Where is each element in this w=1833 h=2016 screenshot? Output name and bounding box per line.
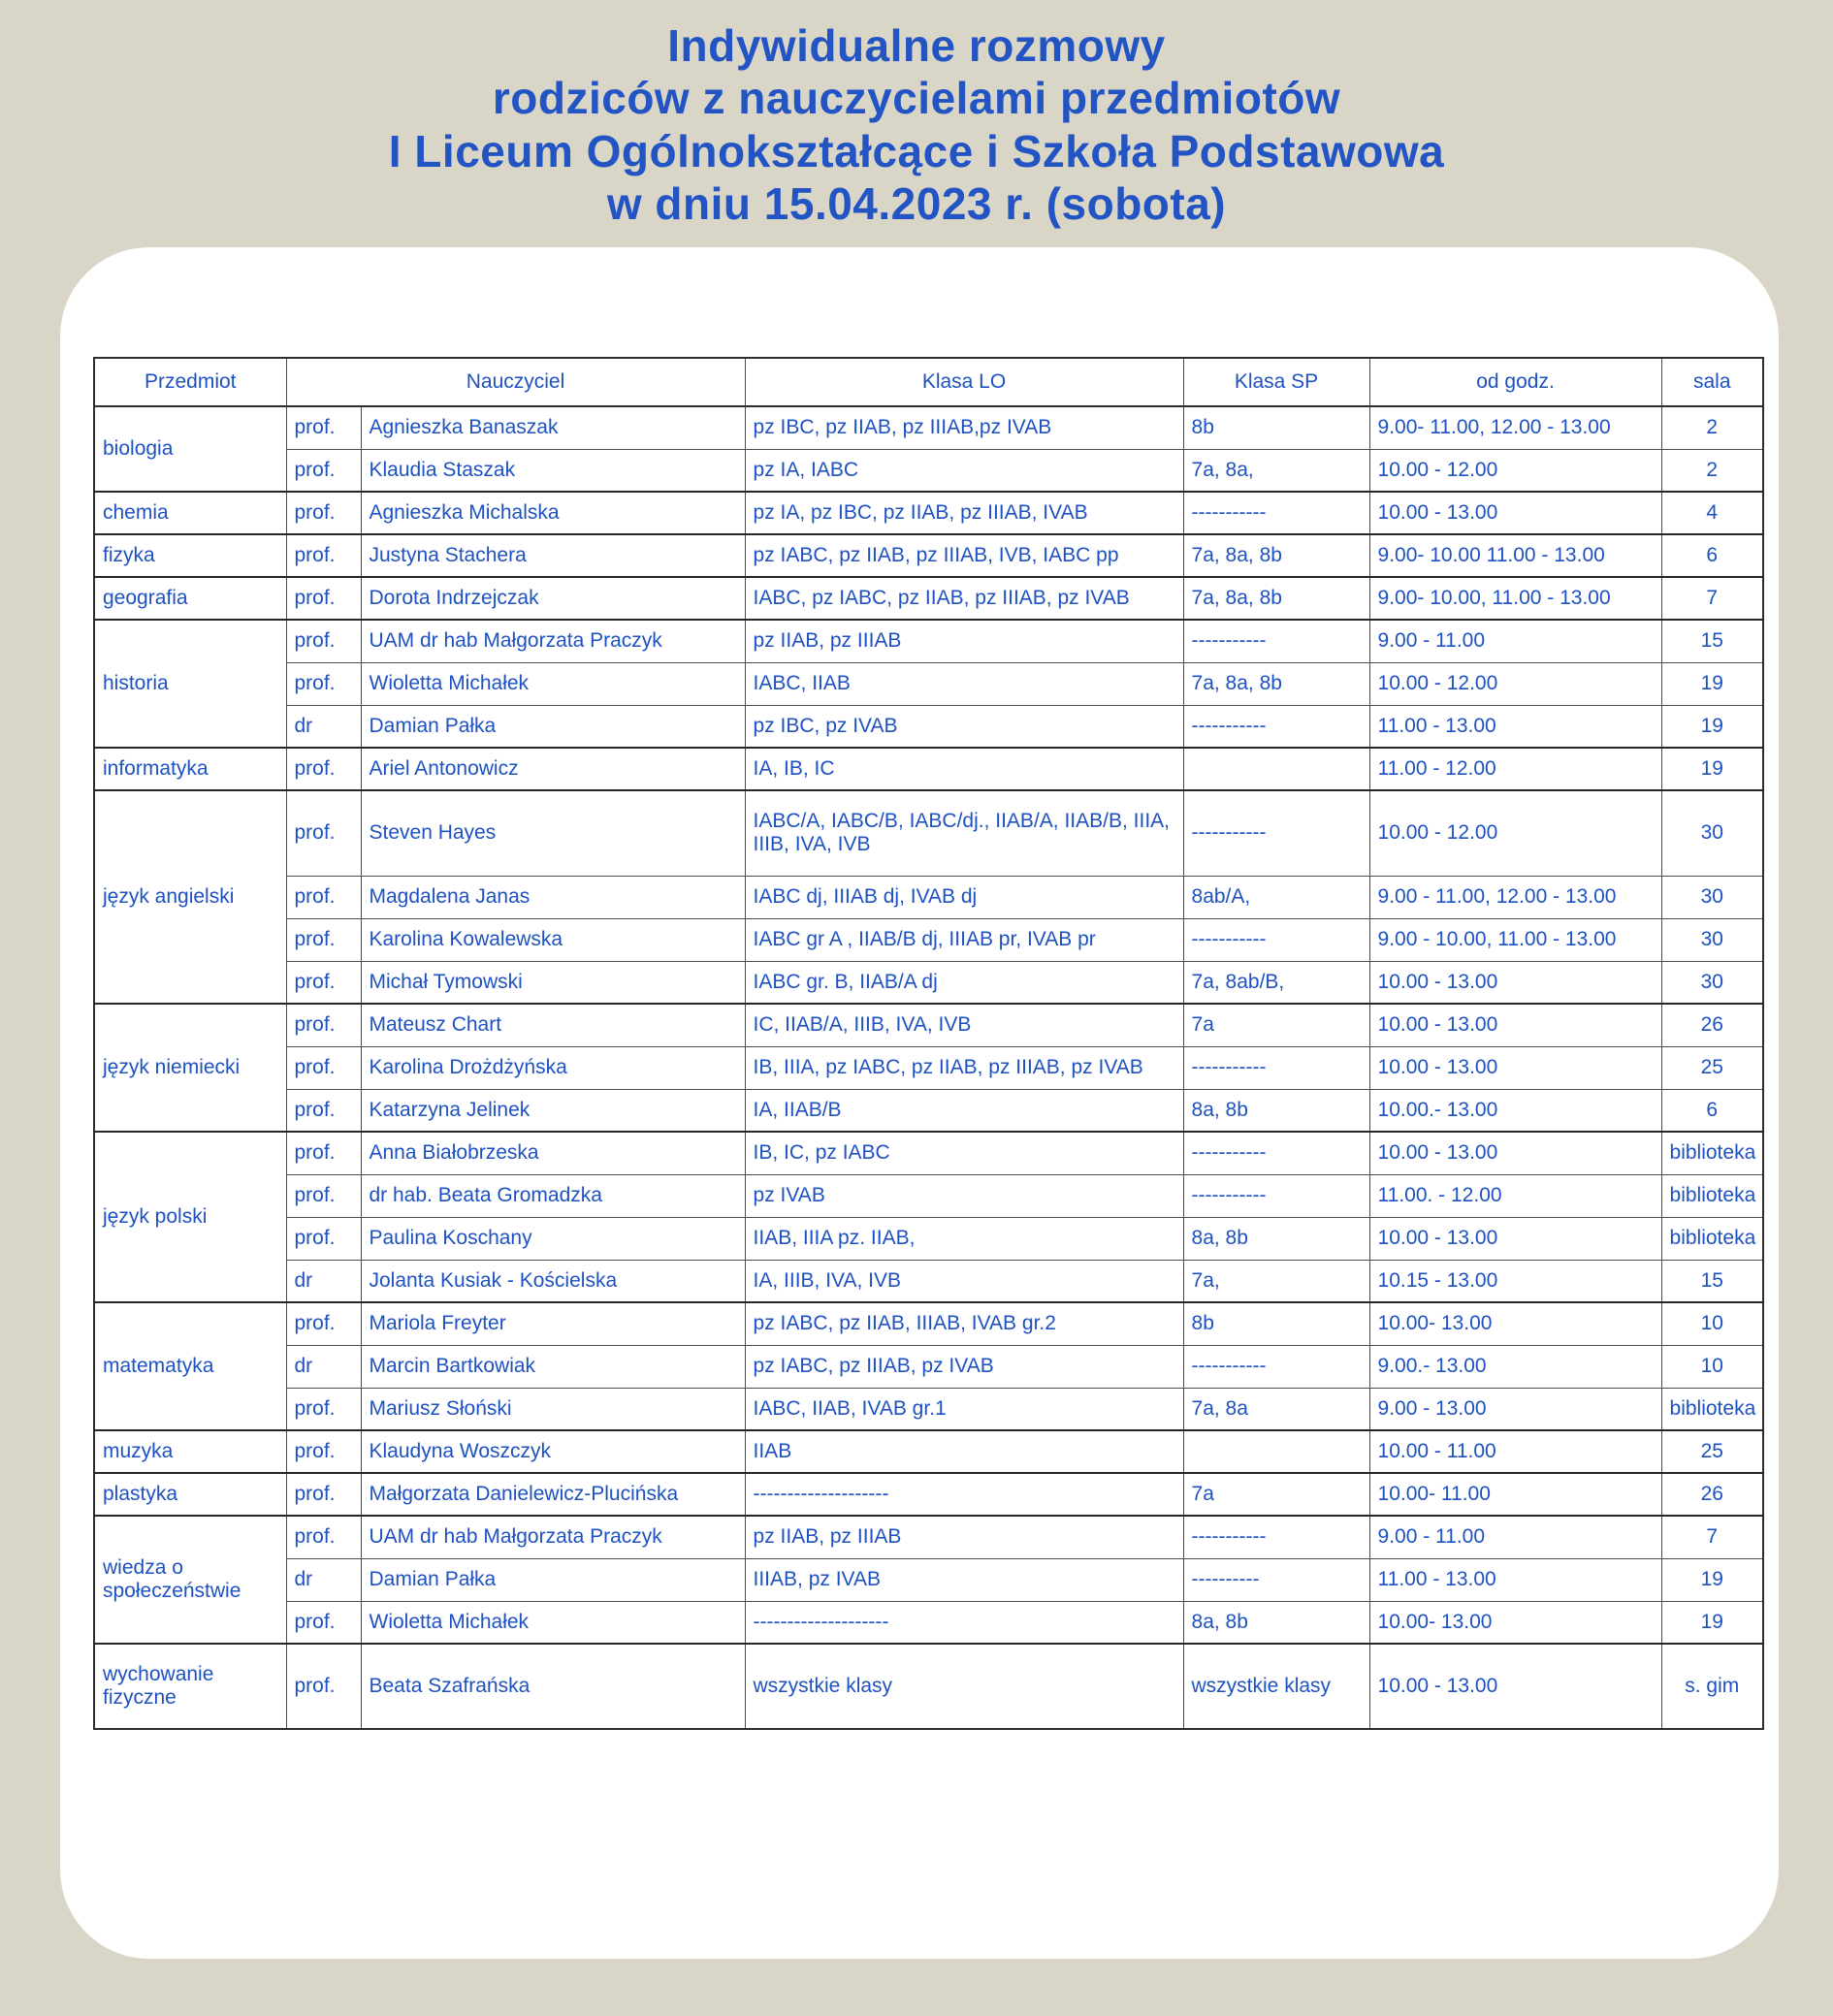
teacher-title-cell: prof. xyxy=(286,1089,361,1132)
room-cell: 15 xyxy=(1661,620,1763,662)
subject-cell: wychowanie fizyczne xyxy=(94,1644,286,1729)
teacher-name-cell: UAM dr hab Małgorzata Praczyk xyxy=(361,620,745,662)
klasa-lo-cell: -------------------- xyxy=(745,1473,1183,1516)
teacher-name-cell: Klaudia Staszak xyxy=(361,449,745,492)
klasa-lo-cell: pz IA, pz IBC, pz IIAB, pz IIIAB, IVAB xyxy=(745,492,1183,534)
hours-cell: 9.00.- 13.00 xyxy=(1369,1345,1661,1388)
hours-cell: 9.00- 10.00, 11.00 - 13.00 xyxy=(1369,577,1661,620)
room-cell: 7 xyxy=(1661,1516,1763,1558)
teacher-title-cell: prof. xyxy=(286,1601,361,1644)
teacher-title-cell: prof. xyxy=(286,1217,361,1260)
teacher-name-cell: Dorota Indrzejczak xyxy=(361,577,745,620)
teacher-title-cell: prof. xyxy=(286,1174,361,1217)
room-cell: 19 xyxy=(1661,662,1763,705)
teacher-name-cell: Agnieszka Michalska xyxy=(361,492,745,534)
room-cell: 6 xyxy=(1661,534,1763,577)
page-title-line: rodziców z nauczycielami przedmiotów xyxy=(492,73,1341,124)
klasa-sp-cell: 8ab/A, xyxy=(1183,876,1369,918)
teacher-title-cell: dr xyxy=(286,1260,361,1302)
teacher-name-cell: Agnieszka Banaszak xyxy=(361,406,745,449)
klasa-sp-cell: 8b xyxy=(1183,406,1369,449)
table-row xyxy=(94,534,1763,577)
room-cell: 30 xyxy=(1661,790,1763,876)
klasa-lo-cell: IB, IC, pz IABC xyxy=(745,1132,1183,1174)
klasa-sp-cell: 7a, 8ab/B, xyxy=(1183,961,1369,1004)
teacher-name-cell: Wioletta Michałek xyxy=(361,1601,745,1644)
teacher-title-cell: prof. xyxy=(286,1302,361,1345)
teacher-title-cell: dr xyxy=(286,1345,361,1388)
room-cell: 2 xyxy=(1661,406,1763,449)
table-row xyxy=(94,1388,1763,1430)
teacher-title-cell: dr xyxy=(286,1558,361,1601)
teacher-title-cell: prof. xyxy=(286,577,361,620)
room-cell: s. gim xyxy=(1661,1644,1763,1729)
hours-cell: 10.00 - 13.00 xyxy=(1369,1046,1661,1089)
klasa-lo-cell: IA, IB, IC xyxy=(745,748,1183,790)
teacher-title-cell: prof. xyxy=(286,492,361,534)
klasa-sp-cell: 7a, 8a, xyxy=(1183,449,1369,492)
room-cell: biblioteka xyxy=(1661,1388,1763,1430)
room-cell: 30 xyxy=(1661,918,1763,961)
teacher-title-cell: prof. xyxy=(286,449,361,492)
hours-cell: 10.00- 13.00 xyxy=(1369,1302,1661,1345)
klasa-lo-cell: pz IBC, pz IIAB, pz IIIAB,pz IVAB xyxy=(745,406,1183,449)
table-row xyxy=(94,492,1763,534)
klasa-lo-cell: pz IABC, pz IIIAB, pz IVAB xyxy=(745,1345,1183,1388)
klasa-sp-cell: 7a xyxy=(1183,1473,1369,1516)
klasa-sp-cell: ----------- xyxy=(1183,1345,1369,1388)
klasa-lo-cell: pz IA, IABC xyxy=(745,449,1183,492)
page-title-line: I Liceum Ogólnokształcące i Szkoła Podstawowa xyxy=(388,125,1445,176)
klasa-sp-cell: 7a, 8a xyxy=(1183,1388,1369,1430)
klasa-sp-cell: ----------- xyxy=(1183,492,1369,534)
room-cell: biblioteka xyxy=(1661,1132,1763,1174)
table-row xyxy=(94,1217,1763,1260)
room-cell: 25 xyxy=(1661,1430,1763,1473)
room-cell: 26 xyxy=(1661,1473,1763,1516)
hours-cell: 10.00- 13.00 xyxy=(1369,1601,1661,1644)
klasa-lo-cell: -------------------- xyxy=(745,1601,1183,1644)
subject-cell: wiedza o społeczeństwie xyxy=(94,1516,286,1644)
klasa-sp-cell: wszystkie klasy xyxy=(1183,1644,1369,1729)
teacher-name-cell: UAM dr hab Małgorzata Praczyk xyxy=(361,1516,745,1558)
column-header-od-godz: od godz. xyxy=(1369,358,1661,406)
room-cell: 30 xyxy=(1661,876,1763,918)
klasa-sp-cell: 7a, 8a, 8b xyxy=(1183,577,1369,620)
header-row xyxy=(94,358,1763,406)
room-cell: 4 xyxy=(1661,492,1763,534)
klasa-lo-cell: pz IVAB xyxy=(745,1174,1183,1217)
hours-cell: 10.00 - 13.00 xyxy=(1369,1644,1661,1729)
klasa-lo-cell: IABC, IIAB, IVAB gr.1 xyxy=(745,1388,1183,1430)
teacher-name-cell: Wioletta Michałek xyxy=(361,662,745,705)
column-header-sala: sala xyxy=(1661,358,1763,406)
schedule-table xyxy=(93,357,1764,1730)
page-title-line: Indywidualne rozmowy xyxy=(667,20,1166,71)
teacher-title-cell: dr xyxy=(286,705,361,748)
subject-cell: muzyka xyxy=(94,1430,286,1473)
subject-cell: geografia xyxy=(94,577,286,620)
table-row xyxy=(94,1174,1763,1217)
hours-cell: 9.00- 11.00, 12.00 - 13.00 xyxy=(1369,406,1661,449)
table-row xyxy=(94,748,1763,790)
hours-cell: 10.00 - 13.00 xyxy=(1369,1132,1661,1174)
klasa-lo-cell: IB, IIIA, pz IABC, pz IIAB, pz IIIAB, pz IVAB xyxy=(745,1046,1183,1089)
klasa-lo-cell: pz IABC, pz IIAB, pz IIIAB, IVB, IABC pp xyxy=(745,534,1183,577)
room-cell: 19 xyxy=(1661,705,1763,748)
klasa-sp-cell: ----------- xyxy=(1183,705,1369,748)
column-header-przedmiot: Przedmiot xyxy=(94,358,286,406)
klasa-sp-cell: ---------- xyxy=(1183,1558,1369,1601)
table-row xyxy=(94,620,1763,662)
teacher-name-cell: Karolina Kowalewska xyxy=(361,918,745,961)
schedule-table-header xyxy=(94,358,1763,406)
teacher-name-cell: Anna Białobrzeska xyxy=(361,1132,745,1174)
teacher-name-cell: Michał Tymowski xyxy=(361,961,745,1004)
klasa-sp-cell: 8b xyxy=(1183,1302,1369,1345)
klasa-lo-cell: pz IIAB, pz IIIAB xyxy=(745,1516,1183,1558)
room-cell: 6 xyxy=(1661,1089,1763,1132)
klasa-lo-cell: IA, IIIB, IVA, IVB xyxy=(745,1260,1183,1302)
subject-cell: chemia xyxy=(94,492,286,534)
teacher-name-cell: Małgorzata Danielewicz-Plucińska xyxy=(361,1473,745,1516)
klasa-lo-cell: IABC gr A , IIAB/B dj, IIIAB pr, IVAB pr xyxy=(745,918,1183,961)
teacher-title-cell: prof. xyxy=(286,620,361,662)
hours-cell: 9.00 - 11.00, 12.00 - 13.00 xyxy=(1369,876,1661,918)
table-row xyxy=(94,1089,1763,1132)
teacher-name-cell: Justyna Stachera xyxy=(361,534,745,577)
klasa-lo-cell: IA, IIAB/B xyxy=(745,1089,1183,1132)
content-card xyxy=(60,247,1779,1959)
teacher-name-cell: Jolanta Kusiak - Kościelska xyxy=(361,1260,745,1302)
table-row xyxy=(94,1132,1763,1174)
klasa-lo-cell: IIAB xyxy=(745,1430,1183,1473)
klasa-lo-cell: IABC gr. B, IIAB/A dj xyxy=(745,961,1183,1004)
subject-cell: plastyka xyxy=(94,1473,286,1516)
subject-cell: fizyka xyxy=(94,534,286,577)
klasa-sp-cell: 8a, 8b xyxy=(1183,1217,1369,1260)
room-cell: 2 xyxy=(1661,449,1763,492)
klasa-sp-cell: ----------- xyxy=(1183,1174,1369,1217)
hours-cell: 10.00 - 13.00 xyxy=(1369,961,1661,1004)
table-row xyxy=(94,918,1763,961)
klasa-sp-cell: 7a, 8a, 8b xyxy=(1183,662,1369,705)
table-row xyxy=(94,876,1763,918)
teacher-name-cell: Damian Pałka xyxy=(361,705,745,748)
klasa-sp-cell: ----------- xyxy=(1183,1132,1369,1174)
teacher-title-cell: prof. xyxy=(286,1516,361,1558)
teacher-title-cell: prof. xyxy=(286,876,361,918)
klasa-lo-cell: IIIAB, pz IVAB xyxy=(745,1558,1183,1601)
klasa-lo-cell: pz IIAB, pz IIIAB xyxy=(745,620,1183,662)
teacher-title-cell: prof. xyxy=(286,1473,361,1516)
hours-cell: 9.00 - 11.00 xyxy=(1369,1516,1661,1558)
teacher-name-cell: Paulina Koschany xyxy=(361,1217,745,1260)
klasa-sp-cell: ----------- xyxy=(1183,620,1369,662)
klasa-sp-cell: ----------- xyxy=(1183,1516,1369,1558)
klasa-sp-cell: 8a, 8b xyxy=(1183,1601,1369,1644)
hours-cell: 11.00. - 12.00 xyxy=(1369,1174,1661,1217)
room-cell: biblioteka xyxy=(1661,1174,1763,1217)
hours-cell: 10.00 - 11.00 xyxy=(1369,1430,1661,1473)
table-row xyxy=(94,1260,1763,1302)
table-row xyxy=(94,406,1763,449)
page-title-line: w dniu 15.04.2023 r. (sobota) xyxy=(606,177,1227,229)
hours-cell: 11.00 - 13.00 xyxy=(1369,1558,1661,1601)
teacher-title-cell: prof. xyxy=(286,1644,361,1729)
teacher-name-cell: Mariola Freyter xyxy=(361,1302,745,1345)
room-cell: 10 xyxy=(1661,1302,1763,1345)
table-row xyxy=(94,1430,1763,1473)
table-row xyxy=(94,1558,1763,1601)
room-cell: 19 xyxy=(1661,748,1763,790)
table-row xyxy=(94,1302,1763,1345)
hours-cell: 10.00- 11.00 xyxy=(1369,1473,1661,1516)
hours-cell: 10.00 - 12.00 xyxy=(1369,449,1661,492)
table-row xyxy=(94,790,1763,876)
klasa-sp-cell: ----------- xyxy=(1183,790,1369,876)
table-row xyxy=(94,577,1763,620)
hours-cell: 9.00 - 13.00 xyxy=(1369,1388,1661,1430)
klasa-sp-cell: 8a, 8b xyxy=(1183,1089,1369,1132)
klasa-lo-cell: pz IABC, pz IIAB, IIIAB, IVAB gr.2 xyxy=(745,1302,1183,1345)
page-title xyxy=(0,0,1833,230)
hours-cell: 9.00 - 10.00, 11.00 - 13.00 xyxy=(1369,918,1661,961)
room-cell: biblioteka xyxy=(1661,1217,1763,1260)
hours-cell: 10.00 - 12.00 xyxy=(1369,790,1661,876)
table-row xyxy=(94,1601,1763,1644)
klasa-sp-cell xyxy=(1183,748,1369,790)
table-row xyxy=(94,1046,1763,1089)
subject-cell: język niemiecki xyxy=(94,1004,286,1132)
klasa-lo-cell: pz IBC, pz IVAB xyxy=(745,705,1183,748)
teacher-title-cell: prof. xyxy=(286,1046,361,1089)
hours-cell: 10.15 - 13.00 xyxy=(1369,1260,1661,1302)
table-row xyxy=(94,705,1763,748)
room-cell: 19 xyxy=(1661,1601,1763,1644)
teacher-name-cell: Damian Pałka xyxy=(361,1558,745,1601)
hours-cell: 10.00 - 13.00 xyxy=(1369,1217,1661,1260)
room-cell: 26 xyxy=(1661,1004,1763,1046)
table-row xyxy=(94,1004,1763,1046)
klasa-sp-cell xyxy=(1183,1430,1369,1473)
teacher-title-cell: prof. xyxy=(286,748,361,790)
teacher-title-cell: prof. xyxy=(286,1430,361,1473)
hours-cell: 11.00 - 12.00 xyxy=(1369,748,1661,790)
klasa-sp-cell: 7a, 8a, 8b xyxy=(1183,534,1369,577)
teacher-title-cell: prof. xyxy=(286,918,361,961)
column-header-klasa-lo: Klasa LO xyxy=(745,358,1183,406)
room-cell: 10 xyxy=(1661,1345,1763,1388)
hours-cell: 9.00 - 11.00 xyxy=(1369,620,1661,662)
teacher-title-cell: prof. xyxy=(286,1388,361,1430)
teacher-name-cell: Magdalena Janas xyxy=(361,876,745,918)
teacher-title-cell: prof. xyxy=(286,662,361,705)
klasa-lo-cell: IABC/A, IABC/B, IABC/dj., IIAB/A, IIAB/B, IIIA, IIIB, IVA, IVB xyxy=(745,790,1183,876)
teacher-name-cell: Katarzyna Jelinek xyxy=(361,1089,745,1132)
teacher-title-cell: prof. xyxy=(286,1132,361,1174)
room-cell: 25 xyxy=(1661,1046,1763,1089)
room-cell: 15 xyxy=(1661,1260,1763,1302)
table-row xyxy=(94,1345,1763,1388)
klasa-lo-cell: IABC, pz IABC, pz IIAB, pz IIIAB, pz IVAB xyxy=(745,577,1183,620)
subject-cell: język polski xyxy=(94,1132,286,1302)
klasa-lo-cell: wszystkie klasy xyxy=(745,1644,1183,1729)
hours-cell: 10.00 - 12.00 xyxy=(1369,662,1661,705)
hours-cell: 10.00.- 13.00 xyxy=(1369,1089,1661,1132)
hours-cell: 11.00 - 13.00 xyxy=(1369,705,1661,748)
room-cell: 30 xyxy=(1661,961,1763,1004)
teacher-name-cell: Steven Hayes xyxy=(361,790,745,876)
column-header-nauczyciel: Nauczyciel xyxy=(286,358,745,406)
room-cell: 7 xyxy=(1661,577,1763,620)
teacher-title-cell: prof. xyxy=(286,790,361,876)
klasa-lo-cell: IABC dj, IIIAB dj, IVAB dj xyxy=(745,876,1183,918)
klasa-sp-cell: ----------- xyxy=(1183,918,1369,961)
teacher-name-cell: Marcin Bartkowiak xyxy=(361,1345,745,1388)
schedule-table-body xyxy=(94,406,1763,1729)
teacher-title-cell: prof. xyxy=(286,534,361,577)
table-row xyxy=(94,449,1763,492)
table-row xyxy=(94,961,1763,1004)
teacher-name-cell: Beata Szafrańska xyxy=(361,1644,745,1729)
teacher-name-cell: Ariel Antonowicz xyxy=(361,748,745,790)
subject-cell: matematyka xyxy=(94,1302,286,1430)
klasa-lo-cell: IIAB, IIIA pz. IIAB, xyxy=(745,1217,1183,1260)
hours-cell: 9.00- 10.00 11.00 - 13.00 xyxy=(1369,534,1661,577)
teacher-name-cell: Mariusz Słoński xyxy=(361,1388,745,1430)
hours-cell: 10.00 - 13.00 xyxy=(1369,1004,1661,1046)
klasa-lo-cell: IC, IIAB/A, IIIB, IVA, IVB xyxy=(745,1004,1183,1046)
teacher-name-cell: Klaudyna Woszczyk xyxy=(361,1430,745,1473)
teacher-title-cell: prof. xyxy=(286,961,361,1004)
teacher-name-cell: Mateusz Chart xyxy=(361,1004,745,1046)
teacher-name-cell: Karolina Drożdżyńska xyxy=(361,1046,745,1089)
subject-cell: język angielski xyxy=(94,790,286,1004)
teacher-name-cell: dr hab. Beata Gromadzka xyxy=(361,1174,745,1217)
subject-cell: historia xyxy=(94,620,286,748)
klasa-sp-cell: 7a, xyxy=(1183,1260,1369,1302)
klasa-lo-cell: IABC, IIAB xyxy=(745,662,1183,705)
subject-cell: biologia xyxy=(94,406,286,492)
teacher-title-cell: prof. xyxy=(286,406,361,449)
room-cell: 19 xyxy=(1661,1558,1763,1601)
klasa-sp-cell: ----------- xyxy=(1183,1046,1369,1089)
hours-cell: 10.00 - 13.00 xyxy=(1369,492,1661,534)
table-row xyxy=(94,1644,1763,1729)
teacher-title-cell: prof. xyxy=(286,1004,361,1046)
table-row xyxy=(94,1516,1763,1558)
table-row xyxy=(94,662,1763,705)
column-header-klasa-sp: Klasa SP xyxy=(1183,358,1369,406)
subject-cell: informatyka xyxy=(94,748,286,790)
table-row xyxy=(94,1473,1763,1516)
klasa-sp-cell: 7a xyxy=(1183,1004,1369,1046)
